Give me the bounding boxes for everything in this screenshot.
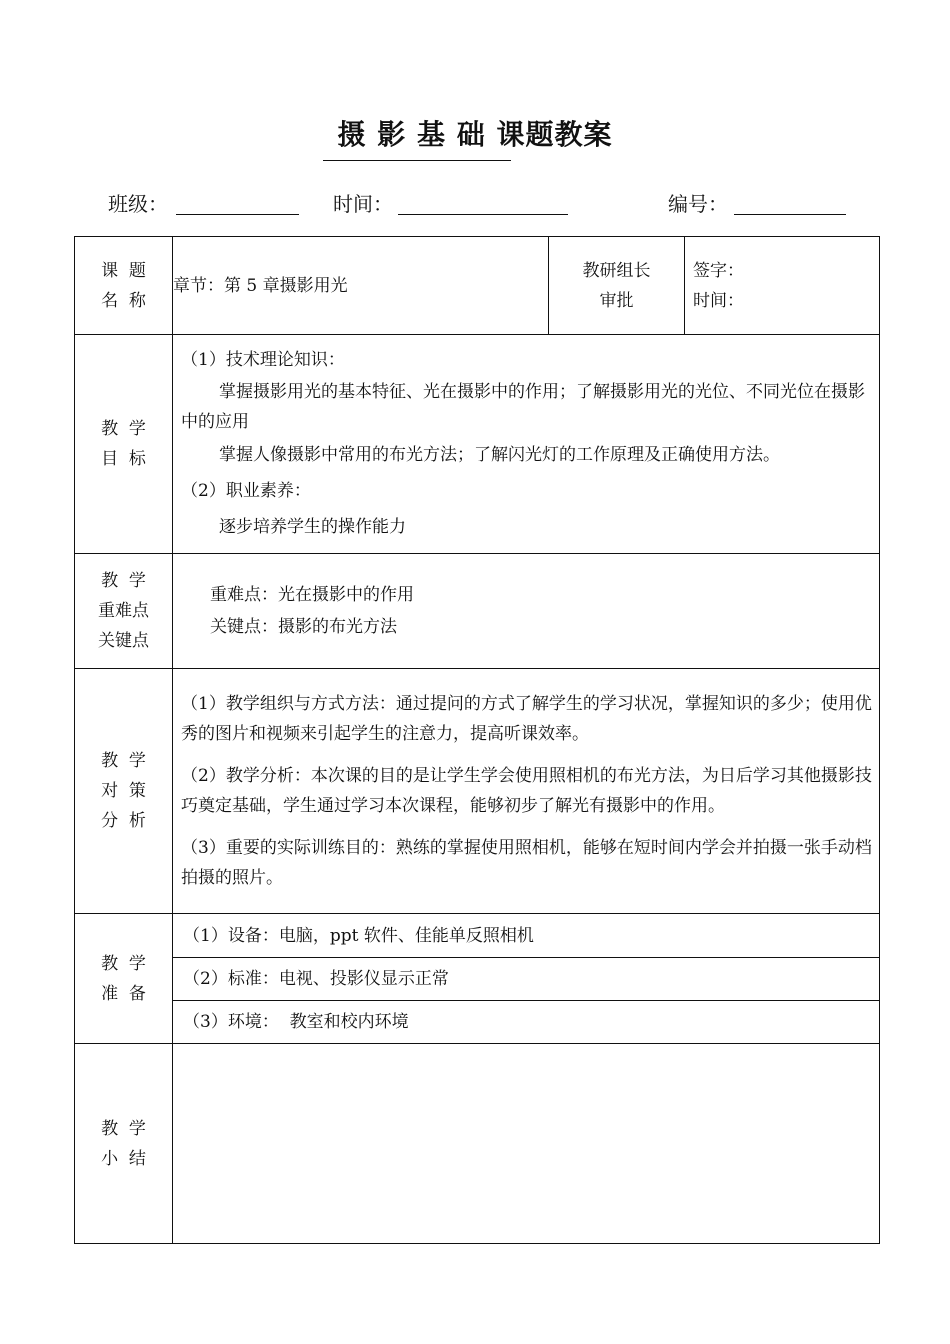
title-underline <box>323 160 511 161</box>
preparation-label-line1: 教 学 <box>101 953 146 974</box>
strategy-label-cell <box>75 669 173 914</box>
approval-label-line1: 教研组长 <box>582 260 651 281</box>
preparation-label-cell <box>75 914 173 1044</box>
lesson-plan-table <box>74 236 880 1244</box>
topic-label-cell <box>75 237 173 335</box>
objectives-paragraph-2: 掌握人像摄影中常用的布光方法；了解闪光灯的工作原理及正确使用方法。 <box>219 444 780 465</box>
strategy-row <box>75 669 880 914</box>
strategy-label-line1: 教 学 <box>101 751 146 771</box>
objectives-paragraph-3: 逐步培养学生的操作能力 <box>219 516 406 537</box>
document-title: 摄 影 基 础 课题教案 <box>337 118 613 151</box>
topic-value: 章节：第 5 章摄影用光 <box>173 275 348 296</box>
summary-label-line1: 教 学 <box>101 1118 146 1139</box>
topic-value-cell <box>173 237 549 335</box>
key-points-row <box>75 554 880 669</box>
objectives-label-line1: 教 学 <box>101 419 146 439</box>
objectives-paragraph-1: 掌握摄影用光的基本特征、光在摄影中的作用；了解摄影用光的光位、不同光位在摄影中的应用 <box>181 381 865 432</box>
class-blank <box>176 214 299 215</box>
summary-row <box>75 1044 880 1244</box>
number-blank <box>734 214 846 215</box>
strategy-content-cell <box>173 669 880 914</box>
strategy-item-1: （1）教学组织与方式方法：通过提问的方式了解学生的学习状况，掌握知识的多少；使用优秀的图片和视频来引起学生的注意力，提高听课效率。 <box>181 694 872 744</box>
strategy-label-line3: 分 析 <box>101 811 146 831</box>
topic-row <box>75 237 880 335</box>
number-label: 编号： <box>668 192 728 216</box>
key-points-content-cell <box>173 554 880 669</box>
summary-content-cell <box>173 1044 880 1244</box>
topic-label-line2: 名 称 <box>101 290 146 311</box>
strategy-label-line2: 对 策 <box>101 781 146 801</box>
time-blank <box>398 214 568 215</box>
objectives-content-cell <box>173 335 880 554</box>
sign-label: 签字： <box>693 260 744 281</box>
key-points-label-line2: 重难点 <box>98 601 149 621</box>
approval-label-line2: 审批 <box>599 290 634 311</box>
objectives-label-line2: 目 标 <box>101 449 146 469</box>
preparation-content-cell <box>173 914 880 1044</box>
objectives-heading-1: （1）技术理论知识： <box>181 349 345 370</box>
preparation-row <box>75 914 880 1044</box>
objectives-row <box>75 335 880 554</box>
key-points-label-line3: 关键点 <box>98 631 149 651</box>
difficulty-point: 重难点：光在摄影中的作用 <box>210 585 414 605</box>
topic-label-line1: 课 题 <box>101 260 146 281</box>
key-point: 关键点：摄影的布光方法 <box>210 617 397 637</box>
summary-label-line2: 小 结 <box>101 1148 146 1169</box>
preparation-environment: （3）环境： 教室和校内环境 <box>183 1011 409 1032</box>
approval-sign-cell <box>685 237 880 335</box>
preparation-standard: （2）标准：电视、投影仪显示正常 <box>173 958 879 1001</box>
class-label: 班级： <box>108 192 168 216</box>
strategy-item-3: （3）重要的实际训练目的：熟练的掌握使用照相机，能够在短时间内学会并拍摄一张手动档拍摄的照片。 <box>181 838 872 888</box>
key-points-label-cell <box>75 554 173 669</box>
summary-label-cell <box>75 1044 173 1244</box>
key-points-label-line1: 教 学 <box>101 571 146 591</box>
time-label: 时间： <box>333 192 393 216</box>
preparation-label-line2: 准 备 <box>101 983 146 1004</box>
objectives-heading-2: （2）职业素养： <box>181 480 311 501</box>
approval-label-cell <box>549 237 685 335</box>
approval-time-label: 时间： <box>693 290 744 311</box>
strategy-item-2: （2）教学分析：本次课的目的是让学生学会使用照相机的布光方法，为日后学习其他摄影技巧奠定基础，学生通过学习本次课程，能够初步了解光有摄影中的作用。 <box>181 766 872 816</box>
header-fields <box>0 188 950 218</box>
preparation-equipment: （1）设备：电脑，ppt 软件、佳能单反照相机 <box>173 915 879 958</box>
objectives-label-cell <box>75 335 173 554</box>
